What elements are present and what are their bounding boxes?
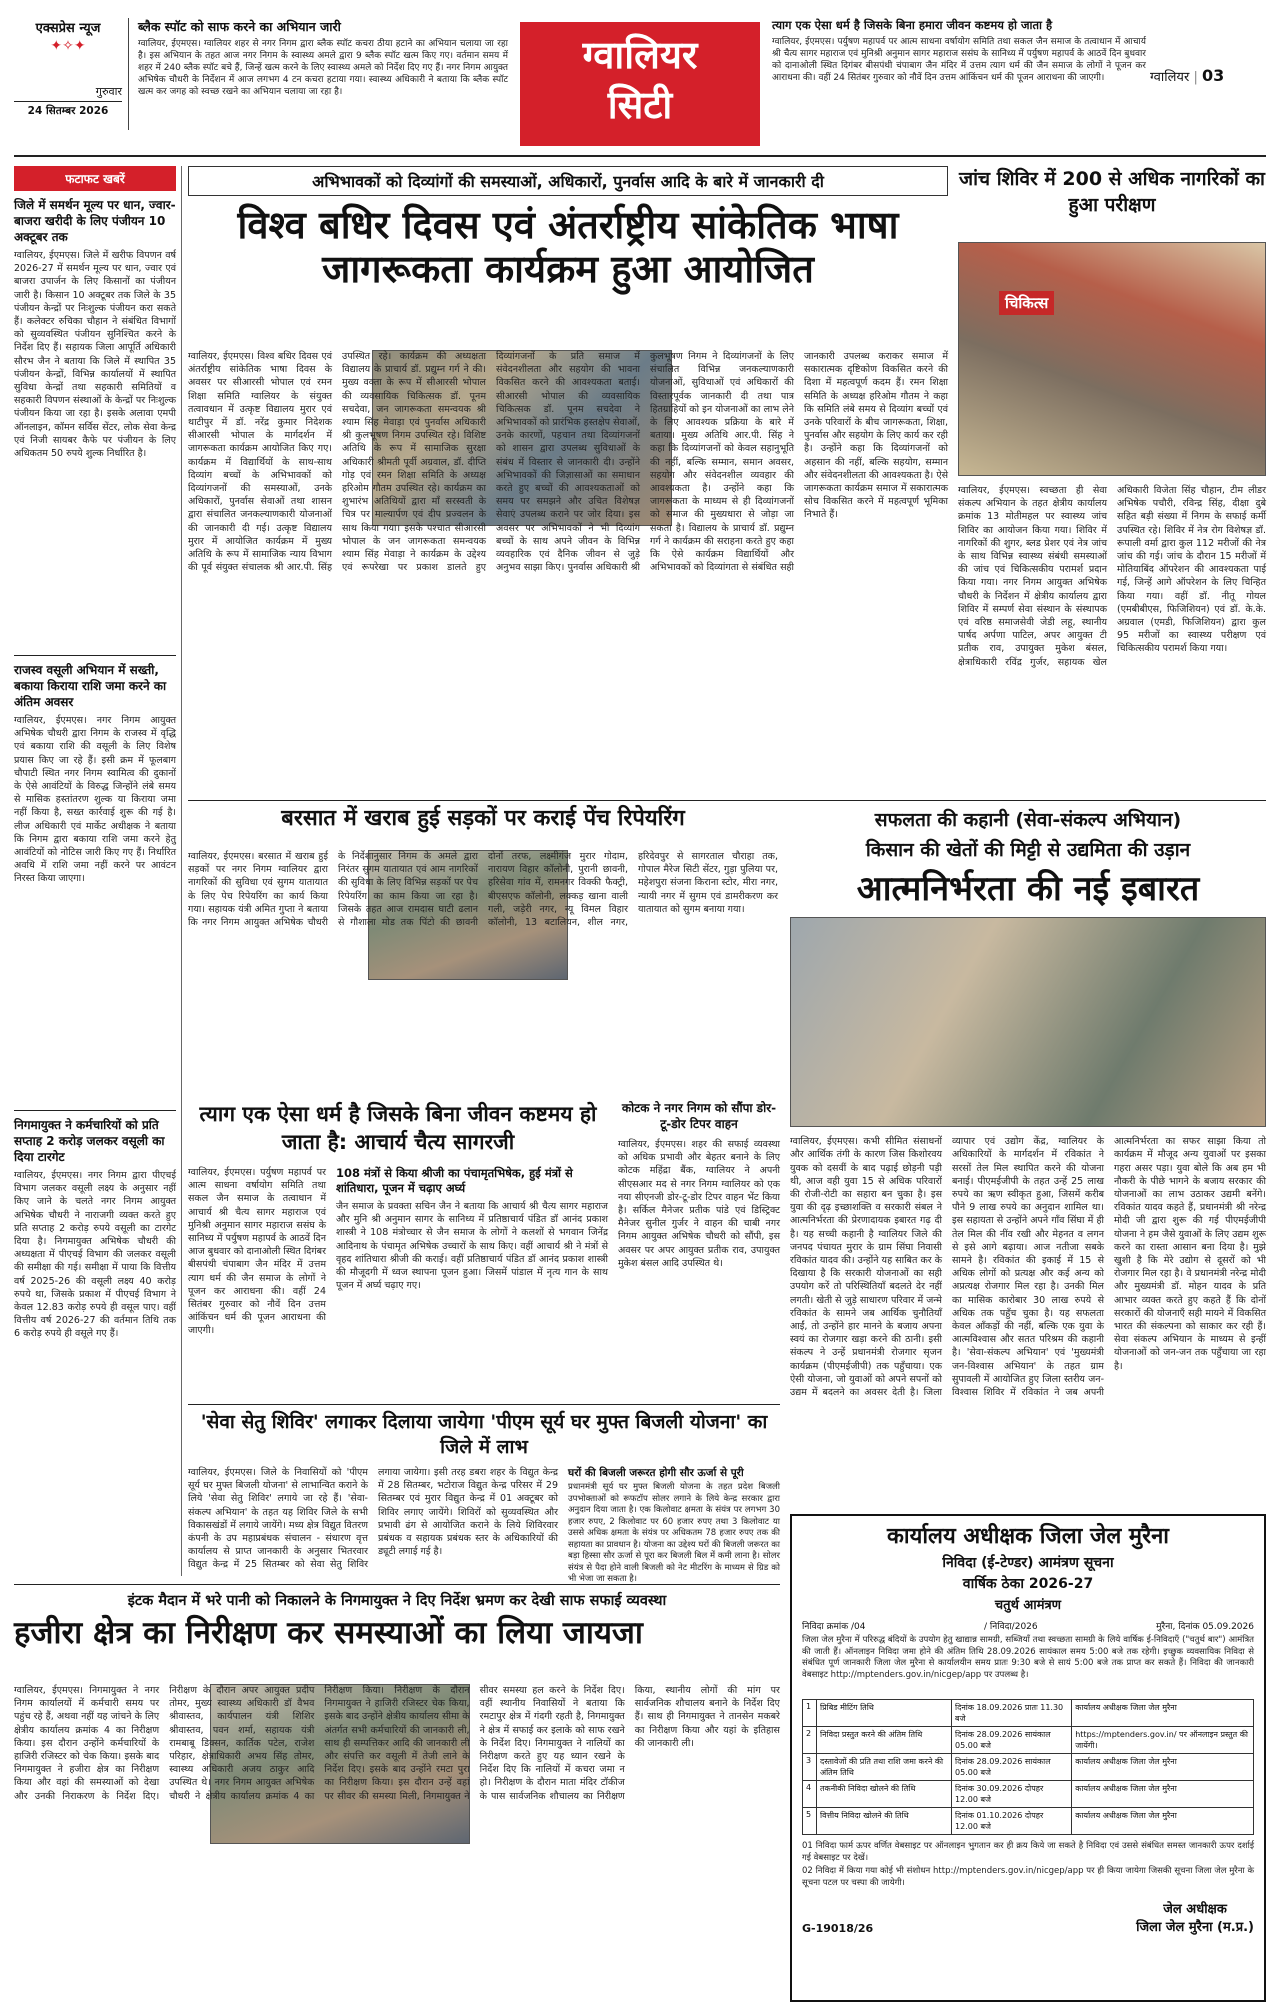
camp-text: ग्वालियर, ईएमएस। स्वच्छता ही सेवा संकल्प अभियान के तहत क्षेत्रीय कार्यालय क्रमांक 13 मोतीमहल पर स्वास्थ्य जांच शिविर का आयोजन किया गया। शिविर में नागरिकों की शुगर, ब्लड प्रेशर एवं नेत्र जांच के साथ विभिन्न स्वास्थ्य संबंधी समस्याओं की जांच एवं चिकित्सकीय परामर्श प्रदान किया गया। नगर निगम आयुक्त अभिषेक चौधरी के निर्देशन में क्षेत्रीय कार्यालय द्वारा शिविर में सम्पर्ण सेवा संस्थान के संस्थापक एवं वरिष्ठ समाजसेवी जेडी लहू, स्थानीय पार्षद अर्पणा पाटिल, अपर आयुक्त टी प्रतीक राव, उपायुक्त मुकेश बंसल, क्षेत्राधिकारी रविंद्र गुर्जर, सहायक खेल अधिकारी विजेता सिंह चौहान, टीम लीडर अभिषेक पचौरी, रविन्द्र सिंह, दीक्षा दुबे सहित बड़ी संख्या में निगम के सफाई कर्मी उपस्थित रहे। शिविर में नेत्र रोग विशेषज्ञ डॉ. रूपाली वर्मा द्वारा कुल 112 मरीजों की नेत्र जांच की गई। जांच के दौरान 15 मरीजों में मोतियाबिंद ऑपरेशन की आवश्यकता पाई गई, जिन्हें आगे ऑपरेशन के लिए चिन्हित किया गया। वहीं डॉ. नीतू गोयल (एमबीबीएस, फिजिशियन) एवं डॉ. के.के. अग्रवाल (एमडी, फिजिशियन) द्वारा कुल 95 मरीजों का स्वास्थ्य परीक्षण एवं चिकित्सकीय परामर्श किया गया। [958, 485, 1266, 668]
hazira-headline: हजीरा क्षेत्र का निरीक्षण कर समस्याओं का लिया जायजा [14, 1615, 643, 1651]
success-story [790, 806, 1266, 1506]
left-brief-text: ग्वालियर, ईएमएस। ग्वालियर शहर से नगर निगम द्वारा ब्लैक स्पॉट कचरा ठीया हटाने का अभियान चलाया जा रहा है। इस अभियान के तहत आज नगर निगम के स्वास्थ्य अमले द्वारा 9 ब्लैक स्पॉट खत्म किए गए। वर्तमान समय में शहर में 240 ब्लैक स्पॉट बचे हैं, जिन्हें खत्म करने के लिए स्वास्थ्य अमले को निर्देश दिए गए हैं। नगर निगम आयुक्त अभिषेक चौधरी के निर्देशन में आज लगभग 4 टन कचरा हटाया गया। स्वास्थ्य अधिकारी ने बताया कि ब्लैक स्पॉट खत्म कर जगह को स्वच्छ रखने का अभियान चलाया जा रहा है। [138, 39, 508, 97]
issue-day: गुरुवार [95, 85, 122, 98]
tender-intro: जिला जेल मुरैना में परिरुद्ध बंदियों के उपयोग हेतु खाद्यान्न सामग्री, सब्जियाँ तथा स्वच्छता सामग्री के लिये वार्षिक ई-निविदाएँ ("चतुर्थ बार") आमंत्रित की जाती हैं। ऑनलाइन निविदा जमा होने की अंतिम तिथि 28.09.2026 सायंकाल समय 5:00 बजे तक रहेगी। इच्छुक व्यवसायिक निविदा से संबंधित पूर्ण जानकारी जिला जेल मुरैना से कार्यालयीन समय प्रातः 9:30 बजे से सायं 5:00 बजे तक प्राप्त कर सकते हैं। निविदा की जानकारी वेबसाइट http://mptenders.gov.in/nicgep/app पर उपलब्ध है। [802, 1635, 1254, 1680]
tender-note1: 01 निविदा फार्म ऊपर वर्णित वेबसाइट पर ऑनलाइन भुगतान कर ही क्रय किये जा सकते है निविदा एवं उससे संबंधित समस्त जानकारी ऊपर दर्शाई गई वेबसाइट पर देखें। [802, 1841, 1254, 1863]
lead-headline: विश्व बधिर दिवस एवं अंतर्राष्ट्रीय सांकेतिक भाषा जागरूकता कार्यक्रम हुआ आयोजित [237, 203, 899, 291]
tender-row [803, 1754, 1254, 1781]
camp-photo-sign: चिकित्स [999, 291, 1054, 315]
success-kicker: सफलता की कहानी (सेवा-संकल्प अभियान) [874, 809, 1182, 831]
brief-2-title: राजस्व वसूली अभियान में सख्ती, बकाया किराया राशि जमा करने का अंतिम अवसर [14, 663, 167, 709]
row1-rule [188, 800, 1266, 801]
section-line1: ग्वालियर [582, 33, 698, 77]
row2-rule [188, 1404, 780, 1405]
masthead-divider-left [128, 18, 129, 130]
tender-row [803, 1727, 1254, 1754]
camp-photo [958, 242, 1266, 476]
success-headline: आत्मनिर्भरता की नई इबारत [856, 869, 1200, 909]
tender-cell-n: 4 [803, 1781, 817, 1808]
solar-text: ग्वालियर, ईएमएस। जिले के निवासियों को 'पीएम सूर्य घर मुफ्त बिजली योजना' से लाभान्वित कराने के लिये 'सेवा सेतु शिविर' लगाये जा रहे हैं। 'सेवा-संकल्प अभियान' के तहत यह शिविर जिले के सभी विकासखंडों में लगाये जायेंगे। मध्य क्षेत्र विद्युत वितरण कंपनी के उप महाप्रबंधक संचालन - संधारण वृत्त कार्यालय से प्राप्त जानकारी के अनुसार भितरवार विद्युत केन्द्र में 25 सितम्बर को सेवा सेतु शिविर लगाया जायेगा। इसी तरह डबरा शहर के विद्युत केन्द्र में 28 सितम्बर, भटोराज विद्युत केन्द्र परिसर में 29 सितम्बर एवं मुरार विद्युत केन्द्र में 01 अक्टूबर को शिविर लगाए जायेंगे। शिविरों को सुव्यवस्थित और प्रभावी ढंग से आयोजित कराने के लिये शिविरवार प्रबंधक व सहायक प्रबंधक स्तर के अधिकारियों की ड्यूटी लगाई गई है। [188, 1467, 558, 1571]
hazira-text: ग्वालियर, ईएमएस। निगमायुक्त ने नगर निगम कार्यालयों में कर्मचारी समय पर पहुंच रहे हैं, अथवा नहीं यह जांचने के लिए क्षेत्रीय कार्यालय क्रमांक 4 का निरीक्षण किया। इस दौरान उन्होंने कर्मचारियों के हाजिरी रजिस्टर को चेक किया। इसके बाद निगमायुक्त ने हजीरा क्षेत्र का निरीक्षण किया और वहां की समस्याओं को देखा और उनकी निराकरण के निर्देश दिए। निरीक्षण के दौरान अपर आयुक्त प्रदीप तोमर, मुख्य स्वास्थ्य अधिकारी डॉ वैभव श्रीवास्तव, कार्यपालन यंत्री शिशिर श्रीवास्तव, पवन शर्मा, सहायक यंत्री रामबाबू डिक्सन, कार्तिक पटेल, राजेश परिहार, क्षेत्राधिकारी अभय सिंह तोमर, स्वास्थ्य अधिकारी अजय ठाकुर आदि उपस्थित थे। नगर निगम आयुक्त अभिषेक चौधरी ने क्षेत्रीय कार्यालय क्रमांक 4 का निरीक्षण किया। निरीक्षण के दौरान निगमायुक्त ने हाजिरी रजिस्टर चेक किया, इसके बाद उन्होंने क्षेत्रीय कार्यालय सीमा के अंतर्गत सभी कर्मचारियों की जानकारी ली, साथ ही सम्पत्तिकर आदि की जानकारी ली और संपत्ति कर वसूली में तेजी लाने के निर्देश दिए। इसके बाद उन्होंने रमटा पुरा का निरीक्षण किया। इस दौरान उन्हें वहां पर सीवर की समस्या मिली, निगमायुक्त ने सीवर समस्या हल करने के निर्देश दिए। वहीं स्थानीय निवासियों ने बताया कि रमटापुर क्षेत्र में गंदगी रहती है, निगमायुक्त ने क्षेत्र में सफाई कर इलाके को साफ रखने के निर्देश दिए। निगमायुक्त ने नालियों का निरीक्षण करते हुए यह ध्यान रखने के निर्देश दिए कि नालियों में कचरा जमा न हो। निरीक्षण के दौरान माता मंदिर टॉकीज के पास सार्वजनिक शौचालय का निरीक्षण किया, स्थानीय लोगों की मांग पर सार्वजनिक शौचालय बनाने के निर्देश दिए हैं। साथ ही निगमायुक्त ने तानसेन मकबरे का निरीक्षण किया और यहां के इतिहास की जानकारी ली। [14, 1685, 780, 1802]
tender-cell-n: 2 [803, 1727, 817, 1754]
tender-cell-date: दिनांक 18.09.2026 प्रातः 11.30 बजे [952, 1700, 1072, 1727]
brief-3-text: ग्वालियर, ईएमएस। नगर निगम द्वारा पीएचई विभाग जलकर वसूली लक्ष्य के अनुसार नहीं किए जाने के चलते नगर निगम आयुक्त अभिषेक चौधरी ने नाराजगी व्यक्त करते हुए प्रति सप्ताह 2 करोड़ रुपये वसूली का टारगेट दिया है। निगमायुक्त अभिषेक चौधरी की अध्यक्षता में पीएचई विभाग की जलकर वसूली की समीक्षा की गई। समीक्षा में पाया कि वित्तीय वर्ष 2025-26 की वसूली लक्ष्य 40 करोड़ रुपये था, जिसके प्रकाश में पीएचई विभाग ने केवल 12.83 करोड़ रुपये ही वसूल पाए। वहीं वित्तीय वर्ष 2026-27 की वर्तमान तिथि तक 6 करोड़ रुपये ही वसूले गए हैं। [14, 1170, 176, 1340]
tender-cell-n: 5 [803, 1808, 817, 1835]
tender-subtitle: निविदा (ई-टेण्डर) आमंत्रण सूचना [942, 1555, 1114, 1572]
masthead [0, 0, 1279, 170]
solar-sub [568, 1466, 780, 1584]
tender-code: G-19018/26 [802, 1922, 874, 1936]
sidebar-tag: फटाफट खबरें [14, 166, 176, 191]
tender-cell-place: कार्यालय अधीक्षक जिला जेल मुरैना [1072, 1808, 1254, 1835]
brand-name: एक्सप्रेस न्यूज [35, 21, 101, 36]
tyag-subheadline: 108 मंत्रों से किया श्रीजी का पंचामृतभिषेक, हुई मंत्रों से शांतिधारा, पूजन में चढ़ाए अर्घ्य [336, 1166, 573, 1195]
folio-page: 03 [1201, 66, 1225, 85]
tender-row [803, 1808, 1254, 1835]
brief-3-title: निगमायुक्त ने कर्मचारियों को प्रति सप्ताह 2 करोड़ जलकर वसूली का दिया टारगेट [14, 1118, 165, 1164]
tender-cell-date: दिनांक 28.09.2026 सायंकाल 05.00 बजे [952, 1754, 1072, 1781]
brief-divider-1 [14, 655, 176, 656]
success-photo [790, 917, 1266, 1127]
left-brief-title: ब्लैक स्पॉट को साफ करने का अभियान जारी [138, 19, 341, 34]
roads-story [188, 806, 778, 1096]
date-rule [14, 101, 122, 102]
section-banner [520, 22, 760, 146]
tender-cell-item: वित्तीय निविदा खोलने की तिथि [817, 1808, 952, 1835]
tender-cell-place: कार्यालय अधीक्षक जिला जेल मुरैना [1072, 1700, 1254, 1727]
tender-ref-line [802, 1619, 1254, 1632]
issue-date: 24 सितम्बर 2026 [27, 105, 109, 117]
tyag-body [188, 1166, 608, 1386]
tender-row [803, 1700, 1254, 1727]
sidebar-divider [181, 166, 182, 1576]
solar-subtext: प्रधानमंत्री सूर्य घर मुफ्त बिजली योजना के तहत प्रदेश बिजली उपभोक्ताओं को रूफटॉप सोलर लगाने के लिये केन्द्र सरकार द्वारा अनुदान दिया जाता है। एक किलोवाट क्षमता के संयंत्र पर लगभग 30 हजार रुपए, 2 किलोवाट पर 60 हजार रुपए तथा 3 किलोवाट या उससे अधिक क्षमता के संयंत्र पर अधिकतम 78 हजार रुपए तक की सहायता का प्रावधान है। योजना का उद्देश्य घरों की बिजली जरूरत का बड़ा हिस्सा सौर ऊर्जा से पूरा कर बिजली बिल में कमी लाना है। सोलर संयंत्र से पैदा होने वाली बिजली को नेट मीटरिंग के माध्यम से ग्रिड को भी भेजा जा सकता है। [568, 1482, 780, 1584]
tender-table [802, 1699, 1254, 1835]
tender-ref-no: निविदा क्रमांक /04 [802, 1622, 866, 1633]
success-subheadline: किसान की खेतों की मिट्टी से उद्यमिता की उड़ान [865, 839, 1191, 861]
tender-cell-n: 1 [803, 1700, 817, 1727]
tyag-subtext: जैन समाज के प्रवक्ता सचिन जैन ने बताया कि आचार्य श्री चैत्य सागर महाराज और मुनि श्री अनुमान सागर के सानिध्य में प्रतिष्ठाचार्य पंडित डॉ आनंद प्रकाश शास्त्री ने 108 मंत्रोच्चार से जैन समाज के लोगों ने कलशों से भगवान जिनेंद्र आदिनाथ के पंचामृत अभिषेक उच्चारों के साथ किए। वहीं आचार्य श्री ने मंत्रों से वृहद शांतिधारा श्रीजी की कराई। वहीं प्रतिष्ठाचार्य पंडित डॉ आनंद प्रकाश शास्त्री की मौजूदगी में ध्वज स्थापना पूजन हुआ। जिसमें पांडाल में नृत्य गान के साथ पूजन में अर्घ्य चढ़ाए गए। [336, 1201, 608, 1292]
lead-kicker: अभिभावकों को दिव्यांगों की समस्याओं, अधिकारों, पुनर्वास आदि के बारे में जानकारी दी [188, 166, 948, 196]
solar-headline: 'सेवा सेतु शिविर' लगाकर दिलाया जायेगा 'पीएम सूर्य घर मुफ्त बिजली योजना' का जिले में लाभ [200, 1411, 768, 1458]
sidebar-briefs [14, 166, 176, 1576]
kotak-text: ग्वालियर, ईएमएस। शहर की सफाई व्यवस्था को अधिक प्रभावी और बेहतर बनाने के लिए कोटक महिंद्रा बैंक, ग्वालियर ने अपनी सीएसआर मद से नगर निगम ग्वालियर को एक नया सीएनजी डोर-टू-डोर टिपर वाहन भेंट किया है। सर्किल मैनेजर प्रतीक पांडे एवं डिस्ट्रिक्ट मैनेजर सुनील गुर्जर ने वाहन की चाबी नगर निगम आयुक्त अभिषेक चौधरी को सौंपी, इस अवसर पर अपर आयुक्त प्रतीक राव, उपायुक्त मुकेश बंसल आदि उपस्थित थे। [618, 1139, 780, 1269]
camp-story [958, 166, 1266, 796]
lead-story [188, 166, 948, 796]
row3-rule [14, 1584, 780, 1585]
right-brief-title: त्याग एक ऐसा धर्म है जिसके बिना हमारा जीवन कष्टमय हो जाता है [772, 18, 1053, 32]
tender-ref-mid: / निविदा/2026 [984, 1622, 1038, 1633]
tender-row [803, 1781, 1254, 1808]
right-brief [772, 18, 1146, 148]
success-text: ग्वालियर, ईएमएस। कभी सीमित संसाधनों और आर्थिक तंगी के कारण जिस किशोरवय युवक को दसवीं के बाद पढ़ाई छोड़नी पड़ी थी, आज वही युवा 15 से अधिक परिवारों की रोजी-रोटी का सहारा बन चुका है। इस युवा की दृढ़ इच्छाशक्ति व सरकारी संबल ने आत्मनिर्भरता की प्रेरणादायक इबारत गढ़ दी है। यह सच्ची कहानी है ग्वालियर जिले की जनपद पंचायत मुरार के ग्राम सिंघा निवासी रविकांत यादव की। उन्होंने यह साबित कर के दिखाया है कि सरकारी योजनाओं का सही उपयोग करें तो परिस्थितियाँ बदलते देर नहीं लगती। खेती से जुड़े साधारण परिवार में जन्मे रविकांत के सामने जब आर्थिक चुनौतियाँ आईं, तो उन्होंने हार मानने के बजाय अपना स्वयं का रोजगार खड़ा करने की ठानी। इसी संकल्प ने उन्हें प्रधानमंत्री रोजगार सृजन कार्यक्रम (पीएमईजीपी) तक पहुँचाया। एक ऐसी योजना, जो युवाओं को अपने सपनों को उद्यम में बदलने का अवसर देती है। जिला व्यापार एवं उद्योग केंद्र, ग्वालियर के अधिकारियों के मार्गदर्शन में रविकांत ने सरसों तेल मिल स्थापित करने की योजना बनाई। पीएमईजीपी के तहत उन्हें 25 लाख रुपये का ऋण स्वीकृत हुआ, जिसमें करीब पौने 9 लाख रुपये का अनुदान शामिल था। इस सहायता से उन्होंने अपने गाँव सिंघा में ही तेल मिल की नींव रखी और मेहनत व लगन से इसे आगे बढ़ाया। आज नतीजा सबके सामने है। रविकांत की इकाई में 15 से अधिक लोगों को प्रत्यक्ष और कई अन्य को अप्रत्यक्ष रोजगार मिल रहा है। उनकी मिल का मासिक कारोबार 30 लाख रुपये से अधिक तक पहुँच चुका है। यह सफलता केवल आँकड़ों की नहीं, बल्कि एक युवा के आत्मविश्वास और सतत परिश्रम की कहानी है। 'सेवा-संकल्प अभियान' एवं 'मुख्यमंत्री जन-विश्वास अभियान' के तहत ग्राम सुपावली में आयोजित हुए जिला स्तरीय जन-विश्वास शिविर में रविकांत ने जब अपनी आत्मनिर्भरता का सफर साझा किया तो कार्यक्रम में मौजूद अन्य युवाओं पर इसका गहरा असर पड़ा। युवा बोले कि अब हम भी नौकरी के पीछे भागने के बजाय सरकार की योजनाओं का लाभ उठाकर उद्यमी बनेंगे। रविकांत यादव कहते हैं, प्रधानमंत्री श्री नरेन्द्र मोदी जी द्वारा शुरू की गई पीएमईजीपी योजना ने हम जैसे युवाओं के लिए उद्यम शुरू करने का रास्ता आसान बना दिया है। मुझे खुशी है कि मेरे उद्योग से दूसरों को भी रोजगार मिल रहा है। वे प्रधानमंत्री नरेन्द्र मोदी और मुख्यमंत्री डॉ. मोहन यादव के प्रति आभार व्यक्त करते हुए कहते हैं कि दोनों सरकारों की योजनाएँ सही मायने में विकसित भारत की संकल्पना को साकार कर रही हैं। सेवा संकल्प अभियान के माध्यम से इन्हीं योजनाओं को जन-जन तक पहुँचाया जा रहा है। [790, 1136, 1266, 1398]
brand-box [14, 18, 122, 130]
tender-cell-date: दिनांक 30.09.2026 दोपहर 12.00 बजे [952, 1781, 1072, 1808]
section-line2: सिटी [607, 83, 673, 127]
tender-sign2: जिला जेल मुरैना (म.प्र.) [1136, 1920, 1254, 1936]
hazira-story [14, 1590, 780, 2002]
brief-2-text: ग्वालियर, ईएमएस। नगर निगम आयुक्त अभिषेक चौधरी द्वारा निगम के राजस्व में वृद्धि एवं बकाया राशि की वसूली के लिए विशेष प्रयास किए जा रहे हैं। इसी क्रम में फूलबाग चौपाटी स्थित नगर निगम स्वामित्व की दुकानों के ऐसे आवंटियों के विरुद्ध जिन्होंने लंबे समय से मासिक हस्तांतरण शुल्क या किराया जमा नहीं किया है, सख्त कार्रवाई शुरू की गई है। लीज अधिकारी एवं मार्केट अधीक्षक ने बताया कि निगम द्वारा बकाया राशि जमा करने हेतु आवंटियों को नोटिस जारी किए गए हैं। निर्धारित अवधि में राशि जमा नहीं करने पर आवंटन निरस्त किया जाएगा। [14, 715, 176, 885]
tender-signature [1136, 1899, 1254, 1935]
folio-city: ग्वालियर [1150, 70, 1190, 85]
kotak-story [618, 1100, 780, 1400]
tender-year: वार्षिक ठेका 2026-27 [962, 1576, 1094, 1593]
tyag-text: ग्वालियर, ईएमएस। पर्युषण महापर्व पर आत्म साधना वर्षायोग समिति तथा सकल जैन समाज के तत्वाधान में आचार्य श्री चैत्य सागर महाराज एवं मुनिश्री अनुमान सागर महाराज ससंघ के सानिध्य में पर्युषण महापर्व के आठवें दिन आज बुधवार को दानाओली स्थित दिगंबर बीसपंथी चंपाबाग जैन मंदिर में उत्तम त्याग धर्म की जैन समाज के लोगों ने पूजन कर आराधना की। वहीं 24 सितंबर गुरुवार को नौवें दिन उत्तम आंकिंचन धर्म की पूजन आराधना की जाएगी। [188, 1167, 326, 1337]
tender-footer [802, 1899, 1254, 1935]
right-brief-text: ग्वालियर, ईएमएस। पर्युषण महापर्व पर आत्म साधना वर्षायोग समिति तथा सकल जैन समाज के तत्वाधान में आचार्य श्री चैत्य सागर महाराज एवं मुनिश्री अनुमान सागर महाराज ससंघ के सानिध्य में पर्युषण महापर्व के आठवें दिन बुधवार को दानाओली स्थित दिगंबर बीसपंथी चंपाबाग जैन मंदिर में उत्तम त्याग धर्म की जैन समाज के लोगों ने पूजन कर आराधना की। वहीं 24 सितंबर गुरुवार को नौवें दिन उत्तम आंकिंचन धर्म की पूजन आराधना की जाएगी। [772, 37, 1146, 83]
tender-cell-item: दस्तावेजों की प्रति तथा राशि जमा करने की अंतिम तिथि [817, 1754, 952, 1781]
roads-text: ग्वालियर, ईएमएस। बरसात में खराब हुई सड़कों पर नगर निगम ग्वालियर द्वारा नागरिकों की सुविधा एवं सुगम यातायात के लिए पेच रिपेयरिंग का कार्य किया गया। सहायक यंत्री अमित गुप्ता ने बताया कि नगर निगम आयुक्त अभिषेक चौधरी के निर्देशानुसार निगम के अमले द्वारा निरंतर सुगम यातायात एवं आम नागरिकों की सुविधा के लिए विभिन्न सड़कों पर पेच रिपेयरिंग का काम किया जा रहा है। जिसके तहत आज रामदास घाटी ढलान से गौशाला मोड तक पिंटो की छावनी दोनों तरफ, लक्ष्मीगंज मुरार गोदाम, नारायण विहार कॉलोनी, पुरानी छावनी, हरिसेवा गांव में, रामनगर विक्की फैक्ट्री, बीएसएफ कॉलोनी, लक्कड़ खाना वाली गली, जड़ेरी नगर, न्यू विमल विहार कॉलोनी, 13 बटालियन, शील नगर, हरिदेवपुर से सागरताल चौराहा तक, गोपाल मैरेज सिटी सेंटर, गुड़ा पुलिया पर, महेशपुरा संजना किराना स्टोर, मीरा नगर, न्यायी नगर में सुगम एवं डामरीकरण कर यातायात को सुगम बनाया गया। [188, 851, 778, 929]
tender-cell-place: https://mptenders.gov.in/ पर ऑनलाइन प्रस्तुत की जायेंगी। [1072, 1727, 1254, 1754]
tyag-story [188, 1100, 608, 1400]
brief-divider-2 [14, 1110, 176, 1111]
tender-cell-item: निविदा प्रस्तुत करने की अंतिम तिथि [817, 1727, 952, 1754]
kotak-headline: कोटक ने नगर निगम को सौंपा डोर-टू-डोर टिपर वाहन [621, 1101, 777, 1131]
tender-cell-item: प्रिबिड मीटिंग तिथि [817, 1700, 952, 1727]
tender-title: कार्यालय अधीक्षक जिला जेल मुरैना [886, 1524, 1169, 1549]
roads-headline: बरसात में खराब हुई सड़कों पर कराई पेंच रिपेयरिंग [281, 806, 685, 831]
brand-ornament: ✦✧✦ [50, 38, 86, 54]
solar-story [188, 1410, 780, 1584]
camp-headline: जांच शिविर में 200 से अधिक नागरिकों का हुआ परीक्षण [959, 168, 1265, 216]
brief-1-text: ग्वालियर, ईएमएस। जिले में खरीफ विपणन वर्ष 2026-27 में समर्थन मूल्य पर धान, ज्वार एवं बाजरा उपार्जन के लिए किसानों का पंजीयन जारी है। किसान 10 अक्टूबर तक जिले के 35 पंजीयन केन्द्रों पर निःशुल्क पंजीयन करा सकते हैं। कलेक्टर रुचिका चौहान ने संबंधित विभागों को सुव्यवस्थित पंजीयन सुनिश्चित करने के निर्देश दिए हैं। सहायक जिला आपूर्ति अधिकारी सौरभ जैन ने बताया कि जिले में स्थापित 35 पंजीयन केन्द्रों, विभिन्न कार्यालयों में स्थापित सुविधा केन्द्रों तथा सहकारी समितियों व सहकारी विपणन संस्थाओं के केन्द्रों पर निःशुल्क पंजीयन किया जा रहा है। इसके अलावा एमपी ऑनलाइन, कॉमन सर्विस सेंटर, लोक सेवा केन्द्र एवं निजी सायबर कैफे पर पंजीयन के लिए अधिकतम 50 रुपये शुल्क निर्धारित है। [14, 250, 176, 460]
tyag-sub [336, 1166, 608, 1386]
lead-text: ग्वालियर, ईएमएस। विश्व बधिर दिवस एवं अंतर्राष्ट्रीय सांकेतिक भाषा दिवस के अवसर पर सीआरसी भोपाल एवं रमन शिक्षा समिति ग्वालियर के संयुक्त तत्वावधान में उत्कृष्ट विद्यालय मुरार एवं थाटीपुर में डॉ. नरेंद्र कुमार निदेशक सीआरसी भोपाल के मार्गदर्शन में जागरूकता कार्यक्रम आयोजित किए गए। कार्यक्रम में विद्यार्थियों के साथ-साथ दिव्यांग बच्चों के अभिभावकों को दिव्यांगजनों की समस्याओं, उनके अधिकारों, पुनर्वास सेवाओं तथा शासन द्वारा संचालित जनकल्याणकारी योजनाओं की जानकारी दी गई। उत्कृष्ट विद्यालय मुरार में आयोजित कार्यक्रम में मुख्य अतिथि के रूप में सामाजिक न्याय विभाग की पूर्व संयुक्त संचालक श्री आर.पी. सिंह उपस्थित रहे। कार्यक्रम की अध्यक्षता विद्यालय के प्राचार्य डॉ. प्रद्युम्न गर्ग ने की। मुख्य वक्ता के रूप में सीआरसी भोपाल की व्यवसायिक चिकित्सक डॉ. पूनम सचदेवा, जन जागरूकता समन्वयक श्री श्याम सिंह मेवाड़ा एवं पुनर्वास अधिकारी श्री कुलभूषण निगम उपस्थित रहे। विशिष्ट अतिथि के रूप में सामाजिक सुरक्षा अधिकारी श्रीमती पूर्वी अग्रवाल, डॉ. दीप्ति गोड़ एवं रमन शिक्षा समिति के अध्यक्ष हरिओम गौतम उपस्थित रहे। कार्यक्रम का शुभारंभ अतिथियों द्वारा माँ सरस्वती के चित्र पर माल्यार्पण एवं दीप प्रज्वलन के साथ किया गया। इसके पश्चात सीआरसी भोपाल के जन जागरूकता समन्वयक श्याम सिंह मेवाड़ा ने कार्यक्रम के उद्देश्य एवं रूपरेखा पर प्रकाश डालते हुए दिव्यांगजनों के प्रति समाज में संवेदनशीलता और सहयोग की भावना विकसित करने की आवश्यकता बताई। सीआरसी भोपाल की व्यवसायिक चिकित्सक डॉ. पूनम सचदेवा ने अभिभावकों को प्रारंभिक हस्तक्षेप सेवाओं, उनके कारणों, पहचान तथा दिव्यांगजनों को शासन द्वारा उपलब्ध सुविधाओं के संबंध में विस्तार से जानकारी दी। उन्होंने अभिभावकों की जिज्ञासाओं का समाधान करते हुए बच्चों की आवश्यकताओं को समय पर समझने और उचित विशेषज्ञ सेवाएं उपलब्ध कराने पर जोर दिया। इस अवसर पर अभिभावकों ने भी दिव्यांग बच्चों के साथ अपने जीवन के विभिन्न व्यवहारिक एवं दैनिक जीवन से जुड़े अनुभव साझा किए। पुनर्वास अधिकारी श्री कुलभूषण निगम ने दिव्यांगजनों के लिए संचालित विभिन्न जनकल्याणकारी योजनाओं, सुविधाओं एवं अधिकारों की विस्तारपूर्वक जानकारी दी तथा पात्र हितग्राहियों को इन योजनाओं का लाभ लेने के लिए आवश्यक प्रक्रिया के बारे में बताया। मुख्य अतिथि आर.पी. सिंह ने कहा कि दिव्यांगजनों को केवल सहानुभूति की नहीं, बल्कि सम्मान, समान अवसर, सहयोग और संवेदनशील व्यवहार की आवश्यकता है। उन्होंने कहा कि जागरूकता के माध्यम से ही दिव्यांगजनों को समाज की मुख्यधारा से जोड़ा जा सकता है। विद्यालय के प्राचार्य डॉ. प्रद्युम्न गर्ग ने कार्यक्रम की सराहना करते हुए कहा कि ऐसे कार्यक्रम विद्यार्थियों और अभिभावकों को दिव्यांगता से संबंधित सही जानकारी उपलब्ध कराकर समाज में सकारात्मक दृष्टिकोण विकसित करने की दिशा में महत्वपूर्ण कदम हैं। रमन शिक्षा समिति के अध्यक्ष हरिओम गौतम ने कहा कि समिति लंबे समय से दिव्यांग बच्चों एवं उनके परिवारों के बीच जागरूकता, शिक्षा, पुनर्वास और सहयोग के लिए कार्य कर रही है। उन्होंने कहा कि दिव्यांगजनों को अहसान की नहीं, बल्कि सहयोग, सम्मान और संवेदनशीलता की आवश्यकता है। ऐसे जागरूकता कार्यक्रम समाज में सकारात्मक सोच विकसित करने में महत्वपूर्ण भूमिका निभाते हैं। [188, 351, 948, 574]
tyag-headline: त्याग एक ऐसा धर्म है जिसके बिना जीवन कष्टमय हो जाता है: आचार्य चैत्य सागरजी [199, 1102, 597, 1154]
masthead-bottom-rule [14, 155, 1266, 157]
tender-cell-place: कार्यालय अधीक्षक जिला जेल मुरैना [1072, 1754, 1254, 1781]
hazira-kicker: इंटक मैदान में भरे पानी को निकालने के निगमायुक्त ने दिए निर्देश भ्रमण कर देखी साफ सफाई व्यवस्था [127, 1593, 667, 1609]
tender-note2: 02 निविदा में किया गया कोई भी संशोधन http://mptenders.gov.in/nicgep/app पर ही किया जायेगा जिसकी सूचना जिला जेल मुरैना के सूचना पटल पर चस्पा की जायेगी। [802, 1866, 1254, 1888]
tender-cell-date: दिनांक 28.09.2026 सायंकाल 05.00 बजे [952, 1727, 1072, 1754]
tender-cell-item: तकनीकी निविदा खोलने की तिथि [817, 1781, 952, 1808]
page-folio [1150, 66, 1270, 90]
folio-sep: | [1193, 70, 1202, 85]
tender-round: चतुर्थ आमंत्रण [994, 1598, 1062, 1614]
tender-cell-date: दिनांक 01.10.2026 दोपहर 12.00 बजे [952, 1808, 1072, 1835]
tender-cell-place: कार्यालय अधीक्षक जिला जेल मुरैना [1072, 1781, 1254, 1808]
solar-subheadline: घरों की बिजली जरूरत होगी सौर ऊर्जा से पूरी [568, 1467, 744, 1479]
tender-cell-n: 3 [803, 1754, 817, 1781]
solar-body [188, 1466, 780, 1584]
tender-sign1: जेल अधीक्षक [1163, 1902, 1227, 1918]
tender-ref-date: मुरैना, दिनांक 05.09.2026 [1156, 1622, 1254, 1633]
left-brief [138, 18, 508, 148]
tender-ad [790, 1514, 1266, 2002]
brief-1-title: जिले में समर्थन मूल्य पर धान, ज्वार-बाजरा खरीदी के लिए पंजीयन 10 अक्टूबर तक [14, 198, 176, 244]
